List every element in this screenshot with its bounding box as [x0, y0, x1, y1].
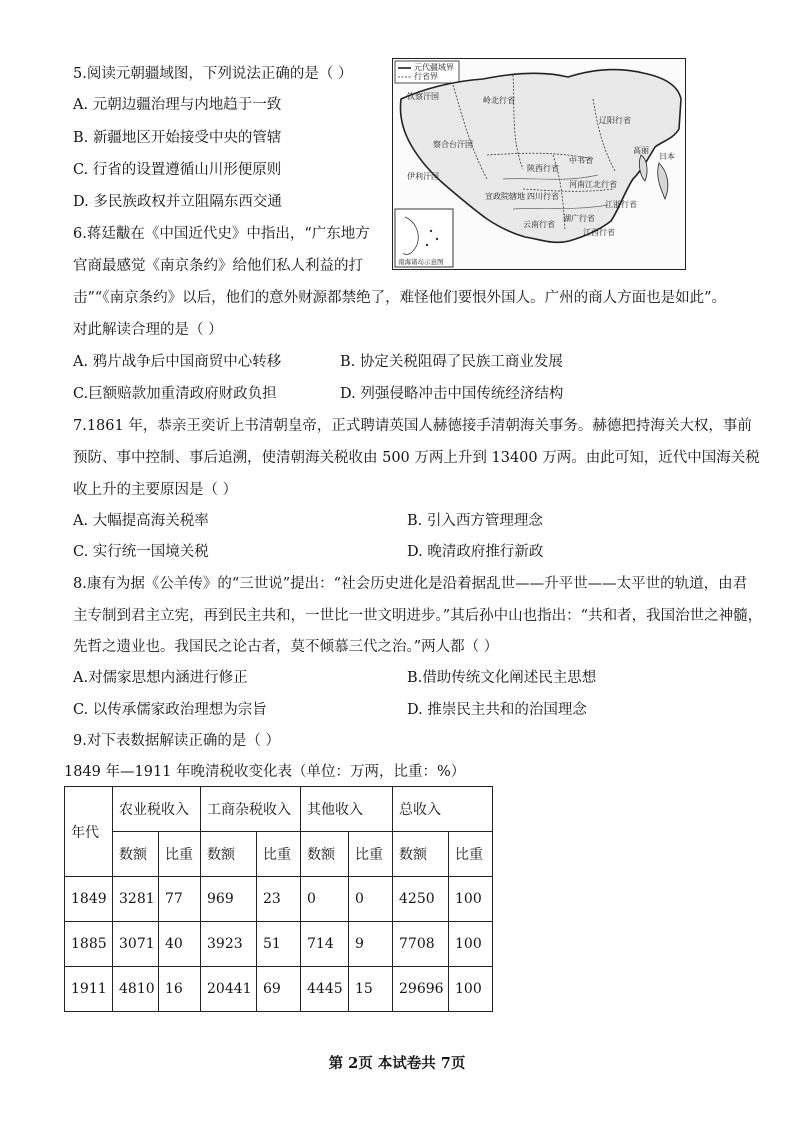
label-liaoyang: 辽阳行省 — [599, 116, 631, 125]
q8-option-a: A.对儒家思想内涵进行修正 — [73, 670, 248, 686]
subheader: 比重 — [159, 832, 201, 877]
q6-option-c: C.巨额赔款加重清政府财政负担 — [73, 386, 277, 402]
table-cell: 4810 — [113, 967, 159, 1012]
q7-option-b: B. 引入西方管理理念 — [407, 513, 543, 529]
subheader: 数额 — [113, 832, 159, 877]
q7-option-a: A. 大幅提高海关税率 — [73, 513, 209, 529]
q6-option-b: B. 协定关税阻碍了民族工商业发展 — [340, 354, 563, 370]
q8-line-2: 主专制到君主立宪，再到民主共和，一世比一世文明进步。”其后孙中山也指出：“共和者，我国治世之神髓， — [73, 608, 763, 624]
q8-option-c: C. 以传承儒家政治理想为宗旨 — [73, 702, 267, 718]
table-cell: 29696 — [393, 967, 449, 1012]
table-cell: 100 — [449, 877, 493, 922]
q8-line-3: 先哲之遗业也。我国民之论古者，莫不倾慕三代之治。”两人都（ ） — [73, 639, 499, 655]
table-cell: 1885 — [65, 922, 113, 967]
q9-table-title: 1849 年—1911 年晚清税收变化表（单位：万两，比重：%） — [64, 764, 466, 780]
q7-option-c: C. 实行统一国境关税 — [73, 544, 209, 560]
label-yunnan: 云南行省 — [523, 220, 555, 229]
legend-boundary: 元代疆域界 — [414, 63, 454, 72]
q6-option-d: D. 列强侵略冲击中国传统经济结构 — [340, 386, 564, 402]
label-goryeo: 高丽 — [633, 146, 649, 155]
q6-line-1: 6.蒋廷黻在《中国近代史》中指出，“广东地方 — [73, 226, 370, 242]
q6-line-2: 官商最感觉《南京条约》给他们私人利益的打 — [73, 258, 363, 274]
q5-option-b: B. 新疆地区开始接受中央的管辖 — [73, 130, 282, 146]
label-kipchak: 钦察汗国 — [407, 92, 439, 101]
label-zhongshu: 中书省 — [569, 156, 593, 165]
table-cell: 69 — [257, 967, 301, 1012]
yuan-territory-map — [392, 58, 686, 270]
table-cell: 1849 — [65, 877, 113, 922]
subheader: 数额 — [201, 832, 257, 877]
table-row — [65, 967, 493, 1012]
q7-line-1: 7.1861 年，恭亲王奕䜣上书清朝皇帝，正式聘请英国人赫德接手清朝海关事务。赫德把持海关大权，事前 — [73, 418, 752, 434]
label-xuanzheng: 宣政院辖地 — [485, 192, 525, 201]
table-row — [65, 922, 493, 967]
header-year: 年代 — [65, 787, 113, 877]
header-group: 总收入 — [393, 787, 493, 832]
table-cell: 0 — [349, 877, 393, 922]
table-cell: 969 — [201, 877, 257, 922]
inset-label: 南海诸岛示意图 — [398, 258, 444, 266]
q9-stem: 9.对下表数据解读正确的是（ ） — [73, 733, 280, 749]
table-subheader-row — [65, 832, 493, 877]
table-cell: 51 — [257, 922, 301, 967]
q7-line-3: 收上升的主要原因是（ ） — [73, 482, 238, 498]
label-chagatai: 察合台汗国 — [433, 140, 473, 149]
q8-line-1: 8.康有为据《公羊传》的“三世说”提出：“社会历史进化是沿着据乱世——升平世——太平世的轨道，由君 — [73, 576, 748, 592]
q5-option-a: A. 元朝边疆治理与内地趋于一致 — [73, 97, 282, 113]
table-cell: 9 — [349, 922, 393, 967]
table-cell: 0 — [301, 877, 349, 922]
table-cell: 77 — [159, 877, 201, 922]
label-huguang: 湖广行省 — [563, 214, 595, 223]
q5-option-d: D. 多民族政权并立阻隔东西交通 — [73, 194, 282, 210]
legend-province: 行省界 — [414, 72, 438, 81]
table-cell: 4250 — [393, 877, 449, 922]
table-cell: 7708 — [393, 922, 449, 967]
table-cell: 100 — [449, 922, 493, 967]
table-cell: 3923 — [201, 922, 257, 967]
subheader: 比重 — [349, 832, 393, 877]
table-cell: 20441 — [201, 967, 257, 1012]
q5-option-c: C. 行省的设置遵循山川形便原则 — [73, 162, 282, 178]
label-shaanxi: 陕西行省 — [527, 164, 559, 173]
label-ilkhanate: 伊利汗国 — [407, 172, 439, 181]
table-cell: 16 — [159, 967, 201, 1012]
table-cell: 23 — [257, 877, 301, 922]
table-cell: 3281 — [113, 877, 159, 922]
table-cell: 15 — [349, 967, 393, 1012]
subheader: 比重 — [257, 832, 301, 877]
table-cell: 4445 — [301, 967, 349, 1012]
label-jiangzhe: 江浙行省 — [605, 200, 637, 209]
table-row — [65, 877, 493, 922]
q6-line-4: 对此解读合理的是（ ） — [73, 322, 223, 338]
label-lingbei: 岭北行省 — [483, 96, 515, 105]
table-cell: 40 — [159, 922, 201, 967]
q6-line-3: 击”“《南京条约》以后，他们的意外财源都禁绝了，难怪他们要恨外国人。广州的商人方面也是如此”。 — [73, 290, 726, 306]
q5-stem: 5.阅读元朝疆域图，下列说法正确的是（ ） — [73, 66, 353, 82]
table-cell: 3071 — [113, 922, 159, 967]
table-header-row — [65, 787, 493, 832]
subheader: 数额 — [301, 832, 349, 877]
q8-option-b: B.借助传统文化阐述民主思想 — [407, 670, 597, 686]
q6-option-a: A. 鸦片战争后中国商贸中心转移 — [73, 354, 282, 370]
q7-option-d: D. 晚清政府推行新政 — [407, 544, 544, 560]
table-cell: 714 — [301, 922, 349, 967]
tax-table — [64, 786, 493, 1012]
header-group: 工商杂税收入 — [201, 787, 301, 832]
label-japan: 日本 — [659, 152, 675, 161]
q8-option-d: D. 推崇民主共和的治国理念 — [407, 702, 587, 718]
label-henan: 河南江北行省 — [569, 180, 617, 189]
q7-line-2: 预防、事中控制、事后追溯，使清朝海关税收由 500 万两上升到 13400 万两。由此可知，近代中国海关税 — [73, 450, 760, 466]
label-sichuan: 四川行省 — [527, 192, 559, 201]
header-group: 其他收入 — [301, 787, 393, 832]
table-cell: 100 — [449, 967, 493, 1012]
subheader: 数额 — [393, 832, 449, 877]
label-jiangxi: 江西行省 — [583, 228, 615, 237]
table-cell: 1911 — [65, 967, 113, 1012]
page-footer: 第 2页 本试卷共 7页 — [328, 1055, 466, 1072]
subheader: 比重 — [449, 832, 493, 877]
header-group: 农业税收入 — [113, 787, 201, 832]
